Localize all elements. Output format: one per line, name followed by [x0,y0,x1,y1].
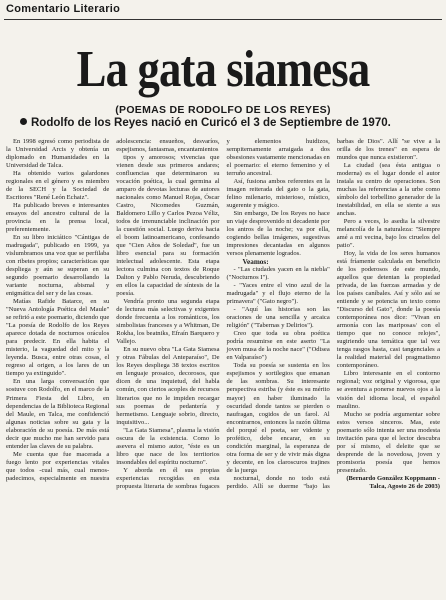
article-paragraph: Así, fusiona ambos referentes en la imagen reiterada del gato o la gata, felino milenario, misterioso, místico, sugerente y mágico. [226,178,330,210]
article-paragraph: "La Gata Siamesa", plasma la visión oscura de la existencia. Como lo asevera el mismo autor, "éste es un libro que nace de los territorios insondables del espíritu nocturno". [116,426,220,466]
article-paragraph: Hoy, la vida de los seres humanos está fríamente calculada en beneficio de los poderosos de este mundo, aquellos que detentan la propiedad privada, de las fuerzas armadas y de los países caníbales. Así y sólo así se entiende y se potencia un texto como "Discurso del Gato", donde la poesía contemporánea nos dice: "Vivan en armonía con las mariposas/ con el tiempo que no conoce relojes", sugiriendo una temática que tal vez tenga rasgos hasta, casi tangenciales a la realidad material del pragmatismo contemporáneo. [336,250,440,370]
article-paragraph: nocturnal, donde no todo está perdido. Allí se duerme "bajo las barbas de Dios". Allí "se vive a la orilla de los trenes" en espera de mundos que nunca existieron". [226,138,440,490]
article-paragraph: Pero a veces, lo asedia la silvestre melancolía de la naturaleza: "Siempre amé a mi vecina, bajo los ciruelos del patio". [336,218,440,250]
article-paragraph: En su nuevo obra "La Gata Siamesa y otras Fábulas del Anteparaíso", De los Reyes despliega 38 textos escritos en lenguaje prosaico, decorosos, que dicen de una inquietud, del habla común, con ciertos acoples de recursos literarios que no le impiden recargar sus poemas de pedantería y hermetismo. Lenguaje sobrio, directo, inquisitivo... [116,346,220,426]
article-paragraph: Me cuenta que fue maceradа a fuego lento por experiencias vitales que todos -cual más, cual menos- padecimos, especialmente en nuestra adolescencia: ensueños, desvaríos, espejismos, fantasmas, encantamientos [6,138,220,482]
author-signature: (Bernardo González Koppmann - Talca, Agosto 26 de 2003) [346,474,440,490]
lead-text: Rodolfo de los Reyes nació en Curicó el 3 de Septiembre de 1970. [31,117,391,129]
article-paragraph: Vendría pronto una segunda etapa de lecturas más selectivas y exigentes donde frecuenta a los románticos, los simbolistas franceses y a Whitman, De Rokha, los beatniks, Efraín Barquero y Vallejo. [116,298,220,346]
article-paragraph: Ha obtenido varios galardones regionales en el género y es miembro de la SECH y la Sociedad de Escritores "René León Echaiz". [6,170,110,202]
article-paragraph: Y aborda en él sus propias experiencias recogidas en esta propuesta literaria de sombras fugaces y elementos huidizos, sempiternamente arraigada a dos obsesiones vastamente mencionadas en el poemario: el eterno femenino y el terruño ancestral. [116,138,330,490]
article-paragraph: Sin embargo, De los Reyes no hace un viaje desprovenido ni decadente por los antros de la noche; va por ella, cogiendo bellas imágenes, sugestivas impresiones decantadas en algunos versos plenamente logrados. [226,210,330,258]
article-title: La gata siamesa [76,41,370,98]
article-body [6,138,440,596]
article-paragraph: Veamos: [242,258,269,267]
article-subtitle: (POEMAS DE RODOLFO DE LOS REYES) [115,104,331,116]
article-paragraph: Toda su poesía se sustenta en los espejismos y sortilegios que emanan de las sombras. Su interesante perspectiva estriba (y éste es su mérito mayor) en haber iluminado la oscuridad donde tantos se pierden o naufragan, cogidos de un farol. Al encontrarnos, entonces la razón última del porqué el poeta, ser vidente y profético, debe encarar, en su condición marginal, la esperanza de otra forma de ser y de vivir más digna y decente, en los claroscuros trajines de la juerga [226,362,330,474]
article-paragraph: Mucho se podría argumentar sobre estos versos sinceros. Mas, este poemario sólo intenta ser una modesta invitación para que el lector descubra por sí mismo, el deleite que se desprende de la novedosa, joven y promisoria poesía que hemos presentado. [336,410,440,474]
article-paragraph: tipos y amorosos; vivencias que vienen desde sus primeros andares; confluencias que determinaron su vocación poética, la cual germina al amparo de devotas lecturas de autores nacionales como Manuel Rojas, Óscar Castro, Nicomedes Guzmán, Baldomero Lillo y Carlos Pezoa Véliz, todos de irrenunciable inclinación por la cuestión social. Luego deriva hacia el boom latinoamericano, confesando que "Cien Años de Soledad", fue un libro esencial para su formación intelectual adolescente. Esta etapa lectora culmina con textos de Roque Dalton y Pablo Neruda, descubriendo en ellos la capacidad de síntesis de la poesía. [116,154,220,298]
section-label: Comentario Literario [6,3,121,15]
article-paragraph: En su libro iniciático "Cántigas de madrugada", publicado en 1999, ya vislumbramos una voz que se perfilaba con ribetes propios; características que despliega y aún se superan en su segundo poemario desarrollando la variante nocturna, abismal y enigmática del ser y de las cosas. [6,234,110,298]
article-paragraph: La ciudad (sea ésta antigua o moderna) es el lugar donde el autor instala su centro de operaciones. Son muchas las referencias a la urbe como símbolo del torbellino generador de la inestabilidad, en ella se siente a sus anchas. [336,162,440,218]
article-lead [20,117,391,129]
article-paragraph: Matías Rafide Batarce, en su "Nueva Antología Poética del Maule" se refirió a este poemario, diciendo que "La poesía de Rodolfo de los Reyes aparece dotada de nocturnos oráculos para predecir. En ella habita el misterio, la vaguedad del mito y la leyenda. Busca, entre otras cosas, el regreso al origen, a los lares de un tiempo ya extinguido". [6,298,110,378]
article-paragraph: Libro interesante en el contorno regional; voz original y vigorosa, que se aventura a ponerse nuevos ojos a la visión del idioma local, el español maulino. [336,370,440,410]
bullet-icon [20,118,27,125]
article-paragraph: En una larga conversación que sostuve con Rodolfo, en el marco de la Primera Fiesta del Libro, en dependencias de la Biblioteca Regional del Maule, en Talca, me confidenció algunas noticias sobre su gata y la elaboración de su poesía. De más está decir que mucho me han servido para entender las claves de su palabra. [6,378,110,450]
article-paragraph: - "Aquí las historias son las oraciones de una sencilla y arcaica religión" ("Tabernas y Delirios"). [226,306,330,330]
article-paragraph: En 1998 egresó como periodista de la Universidad Arcis y obtenía un diplomado en Humanidades en la Universidad de Talca. [6,138,110,170]
article-paragraph: - "Yaces entre el vino azul de la madrugada" y el flujo eterno de la primavera" ("Gato negro"). [226,282,330,306]
top-divider [4,19,442,20]
article-paragraph: Ha publicado breves e interesantes ensayos del ancestro cultural de la provincia en la prensa local, preferentemente. [6,202,110,234]
article-paragraph: Creo que toda su obra poética podría resumirse en este aserto "La joven musa de la noche nace" ("Odisea en Valparaíso") [226,330,330,362]
article-paragraph: - "Las ciudades yacen en la niebla" ("Nocturnos I"). [226,266,330,282]
